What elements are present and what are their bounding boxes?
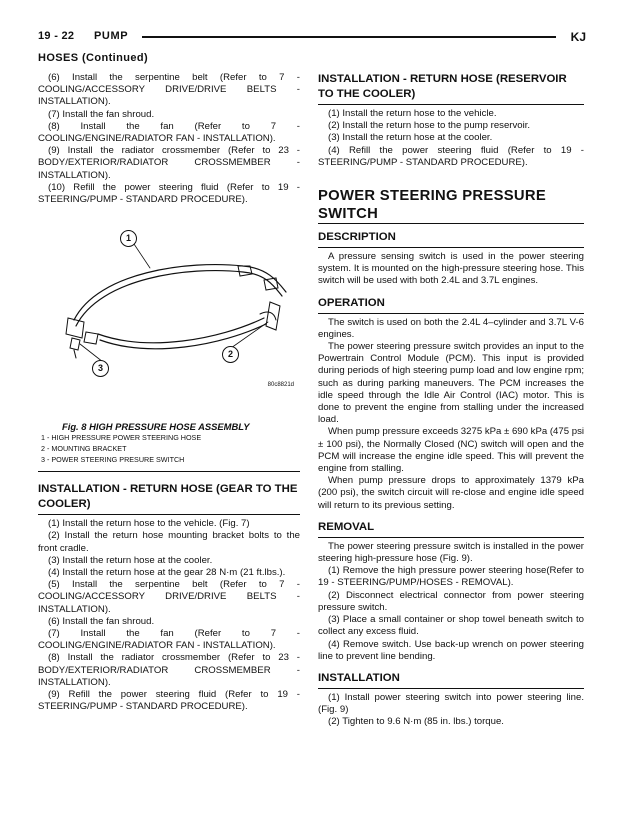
reservoir-heading: INSTALLATION - RETURN HOSE (RESERVOIR TO THE COOLER): [318, 73, 567, 100]
paragraph: (6) Install the fan shroud.: [48, 615, 155, 627]
paragraph: (2) Tighten to 9.6 N·m (85 in. lbs.) torque.: [328, 716, 504, 728]
hose-assembly-figure: [38, 222, 300, 417]
gear-heading: INSTALLATION - RETURN HOSE (GEAR TO THE COOLER): [38, 483, 298, 511]
description-heading: DESCRIPTION: [318, 231, 396, 244]
paragraph: The power steering pressure switch provides an input to the Powertrain Control Module (PCM). This input is provided during periods of high steering pump load and low engine rpm; such as during parking maneuvers. The PCM increases the idle speed through the Idle Air Control (IAC) motor. This is done to prevent the engine from stalling under the increased load.: [318, 341, 584, 426]
paragraph: (4) Refill the power steering fluid (Refer to 19 - STEERING/PUMP - STANDARD PROCEDURE).: [318, 144, 584, 168]
paragraph: (4) Remove switch. Use back-up wrench on power steering line to prevent line bending.: [318, 638, 584, 662]
paragraph: (5) Install the serpentine belt (Refer to 7 - COOLING/ACCESSORY DRIVE/DRIVE BELTS - INSTALLATION).: [38, 579, 300, 615]
paragraph: When pump pressure drops to approximately 1379 kPa (200 psi), the switch circuit will re-close and engine idle speed will return to its previous setting.: [318, 475, 584, 511]
paragraph: (6) Install the serpentine belt (Refer to 7 - COOLING/ACCESSORY DRIVE/DRIVE BELTS - INSTALLATION).: [38, 72, 300, 108]
paragraph: (2) Disconnect electrical connector from power steering pressure switch.: [318, 589, 584, 613]
left-column: [38, 72, 300, 713]
paragraph: A pressure sensing switch is used in the power steering system. It is mounted on the high-pressure steering hose. This switch will be used with both 2.4L and 3.7L engines.: [318, 251, 584, 287]
paragraph: (8) Install the fan (Refer to 7 - COOLING/ENGINE/RADIATOR FAN - INSTALLATION).: [38, 120, 300, 145]
section-name: PUMP: [94, 30, 129, 42]
heading-rule: [318, 247, 584, 248]
paragraph: (1) Install the return hose to the vehicle.: [328, 108, 497, 119]
paragraph: The power steering pressure switch is installed in the power steering high-pressure hose (Fig. 9).: [318, 540, 584, 565]
paragraph: (9) Refill the power steering fluid (Refer to 19 - STEERING/PUMP - STANDARD PROCEDURE).: [38, 689, 300, 713]
divider: [38, 471, 300, 472]
installation-heading: INSTALLATION: [318, 671, 400, 684]
figure-id: 80c8821d: [267, 382, 294, 389]
heading-rule: [38, 514, 300, 515]
page-header: [38, 30, 586, 46]
paragraph: The switch is used on both the 2.4L 4–cylinder and 3.7L V-6 engines.: [318, 316, 584, 340]
continued-heading: HOSES (Continued): [38, 52, 149, 64]
callout-3: 3: [92, 360, 109, 377]
legend-item: 3 - POWER STEERING PRESURE SWITCH: [41, 455, 185, 465]
figure-legend: [38, 432, 300, 465]
legend-item: 1 - HIGH PRESSURE POWER STEERING HOSE: [41, 433, 202, 443]
paragraph: (1) Install the return hose to the vehicle. (Fig. 7): [48, 518, 250, 530]
right-column: [318, 72, 584, 729]
paragraph: (7) Install the fan (Refer to 7 - COOLING/ENGINE/RADIATOR FAN - INSTALLATION).: [38, 628, 300, 652]
title-rule: [318, 223, 584, 224]
paragraph: (8) Install the radiator crossmember (Refer to 23 - BODY/EXTERIOR/RADIATOR CROSSMEMBER - INSTALLATION).: [38, 652, 300, 688]
heading-rule: [318, 313, 584, 314]
heading-rule: [318, 104, 584, 105]
paragraph: (4) Install the return hose at the gear 28 N·m (21 ft.lbs.).: [48, 567, 286, 579]
paragraph: (7) Install the fan shroud.: [48, 108, 155, 120]
legend-item: 2 - MOUNTING BRACKET: [41, 444, 127, 454]
model-code: KJ: [570, 30, 586, 44]
operation-heading: OPERATION: [318, 296, 385, 309]
paragraph: (1) Remove the high pressure power steering hose(Refer to 19 - STEERING/PUMP/HOSES - REMOVAL).: [318, 565, 584, 589]
header-rule: [142, 36, 556, 38]
page-number: 19 - 22: [38, 30, 75, 42]
callout-1: 1: [120, 230, 137, 247]
paragraph: (2) Install the return hose mounting bracket bolts to the front cradle.: [38, 530, 300, 554]
paragraph: (3) Place a small container or shop towel beneath switch to collect any excess fluid.: [318, 614, 584, 638]
figure-caption: Fig. 8 HIGH PRESSURE HOSE ASSEMBLY: [62, 421, 250, 433]
heading-rule: [318, 537, 584, 538]
paragraph: (3) Install the return hose at the cooler.: [48, 554, 213, 566]
paragraph: (9) Install the radiator crossmember (Refer to 23 - BODY/EXTERIOR/RADIATOR CROSSMEMBER - INSTALLATION).: [38, 145, 300, 181]
hose-illustration: [38, 222, 300, 397]
paragraph: When pump pressure exceeds 3275 kPa ± 690 kPa (475 psi ± 100 psi), the Normally Closed (NC) switch will open and the PCM will increase the engine idle speed. This will prevent the engine from stalling.: [318, 426, 584, 475]
main-section-title: POWER STEERING PRESSURE SWITCH: [318, 188, 547, 223]
callout-2: 2: [222, 346, 239, 363]
paragraph: (1) Install power steering switch into power steering line. (Fig. 9): [318, 691, 584, 716]
heading-rule: [318, 688, 584, 689]
paragraph: (3) Install the return hose at the cooler.: [328, 132, 493, 144]
removal-heading: REMOVAL: [318, 520, 375, 533]
paragraph: (2) Install the return hose to the pump reservoir.: [328, 120, 531, 132]
paragraph: (10) Refill the power steering fluid (Refer to 19 - STEERING/PUMP - STANDARD PROCEDURE).: [38, 181, 300, 206]
